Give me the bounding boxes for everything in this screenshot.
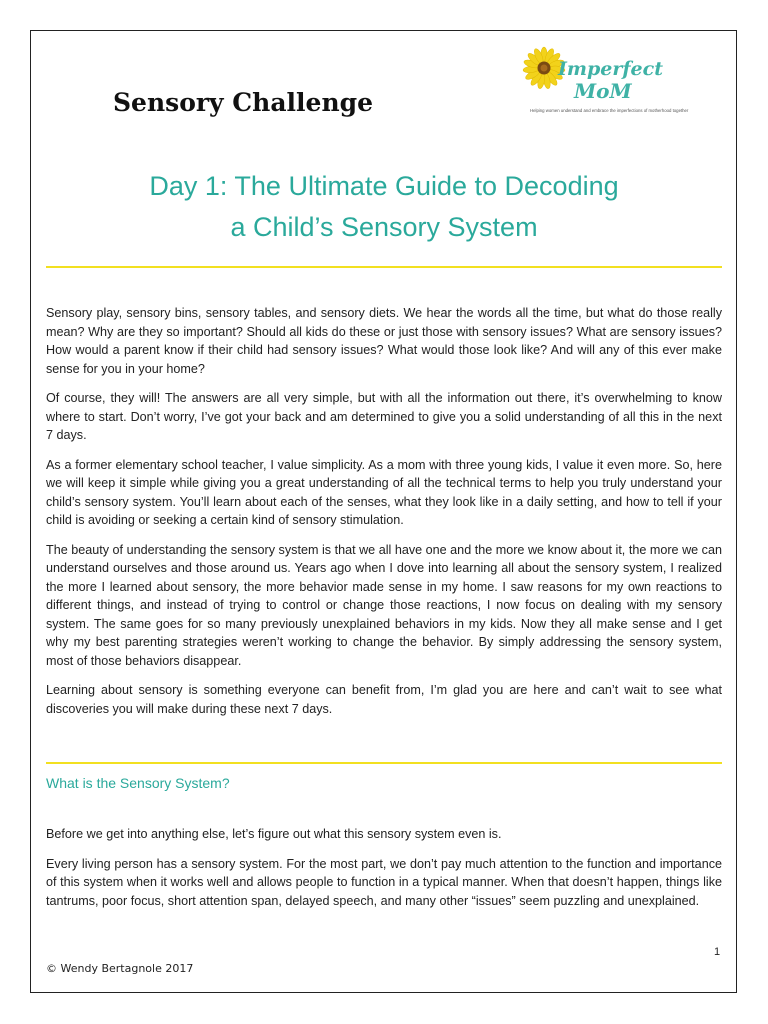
intro-paragraph-4: The beauty of understanding the sensory system is that we all have one and the more we know about it, the more we can understand ourselves and those around us. Years ago when I dove into learning all about the sensory system, I realized the more I learned about sensory, the more behavior made sense in my home. I saw reasons for my own reactions to different things, and instead of trying to control or change those reactions, I now focus on dealing with my sensory system. The same goes for so many previously unexplained behaviors in my kids. Now they all make sense and I get why my best parenting strategies weren’t working to change the behavior. By simply addressing the sensory system, most of those behaviors disappear.: [46, 542, 722, 668]
divider-rule-top: [46, 266, 722, 268]
imperfect-mom-logo: [522, 46, 689, 118]
logo-tagline: Helping women understand and embrace the imperfections of motherhood together: [530, 108, 689, 113]
main-title: [46, 166, 722, 248]
logo-text-imperfect: Imperfect: [558, 58, 663, 80]
copyright-notice: © Wendy Bertagnole 2017: [46, 962, 194, 975]
document-title: Sensory Challenge: [113, 88, 374, 117]
section-text: [46, 825, 722, 921]
intro-text: [46, 304, 722, 729]
page-number: 1: [714, 946, 721, 958]
section-paragraph-2: Every living person has a sensory system. For the most part, we don’t pay much attention to the function and importance of this system when it works well and allows people to function in a typical manner. When that doesn’t happen, things like tantrums, poor focus, short attention span, delayed speech, and many other “issues” seem puzzling and unexplained.: [46, 856, 722, 908]
intro-paragraph-5: Learning about sensory is something everyone can benefit from, I’m glad you are here and can’t wait to see what discoveries you will make during these next 7 days.: [46, 683, 722, 716]
section-heading: What is the Sensory System?: [46, 775, 230, 791]
section-paragraph-1: Before we get into anything else, let’s figure out what this sensory system even is.: [46, 827, 502, 841]
divider-rule-section: [46, 762, 722, 764]
intro-paragraph-1: Sensory play, sensory bins, sensory tables, and sensory diets. We hear the words all the time, but what do those really mean? Why are they so important? Should all kids do these or just those with sensory issues? What are sensory issues? How would a parent know if their child had sensory issues? What would those look like? And will any of this ever make sense for you in your home?: [46, 306, 722, 376]
main-title-line-1: Day 1: The Ultimate Guide to Decoding: [149, 171, 619, 201]
logo-text-mom: MoM: [574, 79, 632, 103]
intro-paragraph-3: As a former elementary school teacher, I value simplicity. As a mom with three young kids, I value it even more. So, here we will keep it simple while giving you a great understanding of all the technical terms to help you truly understand your child’s sensory system. You’ll learn about each of the senses, what they look like in a daily setting, and how to tell if your child is avoiding or seeking a certain kind of sensory stimulation.: [46, 457, 722, 527]
main-title-line-2: a Child’s Sensory System: [230, 212, 538, 242]
intro-paragraph-2: Of course, they will! The answers are all very simple, but with all the information out there, it’s overwhelming to know where to start. Don’t worry, I’ve got your back and am determined to give you a solid understanding of all this in the next 7 days.: [46, 391, 722, 442]
